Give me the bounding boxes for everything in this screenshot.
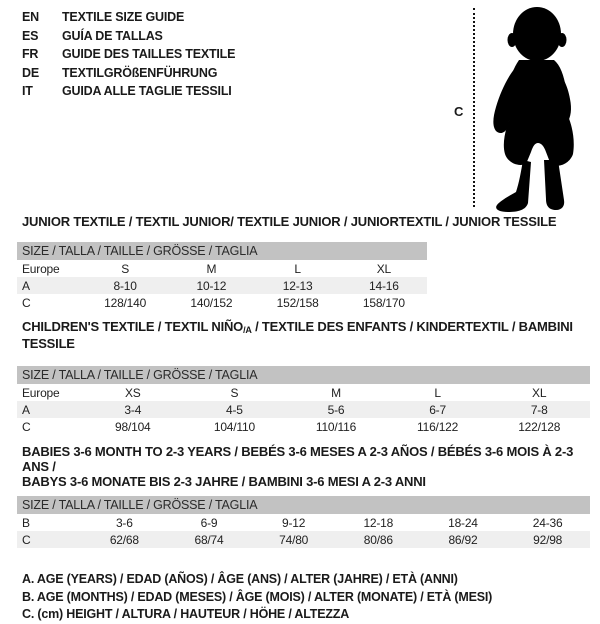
age-cell: 5-6 (327, 402, 345, 417)
age-cell: 24-36 (532, 515, 563, 530)
language-title: TEXTILE SIZE GUIDE (62, 10, 185, 24)
age-cell: 6-7 (429, 402, 446, 417)
size-cell: L (294, 261, 301, 276)
table-row (17, 294, 427, 311)
age-cell: 9-12 (282, 515, 306, 530)
language-code: ES (22, 28, 39, 43)
size-cell: XS (124, 385, 141, 400)
row-label: B (22, 515, 30, 530)
babies-section-title (22, 444, 600, 489)
junior-textile-section (17, 215, 600, 311)
age-cell: 12-18 (363, 515, 394, 530)
children-textile-section (17, 320, 600, 435)
table-row (17, 514, 590, 531)
language-title: GUIDA ALLE TAGLIE TESSILI (62, 84, 232, 98)
age-cell: 12-13 (282, 278, 313, 293)
language-row-en (22, 8, 235, 27)
age-cell: 18-24 (448, 515, 478, 530)
row-label: Europe (22, 261, 60, 276)
height-dimension-label: C (454, 104, 464, 119)
height-cell: 110/116 (315, 419, 357, 434)
note-age-months: B. AGE (MONTHS) / EDAD (MESES) / ÂGE (MOIS) / ALTER (MONATE) / ETÀ (MESI) (22, 589, 493, 604)
age-cell: 10-12 (196, 278, 227, 293)
junior-section-title: JUNIOR TEXTILE / TEXTIL JUNIOR/ TEXTILE JUNIOR / JUNIORTEXTIL / JUNIOR TESSILE (22, 214, 557, 229)
age-cell: 7-8 (530, 402, 548, 417)
language-title: TEXTILGRÖßENFÜHRUNG (62, 65, 218, 80)
height-cell: 68/74 (194, 532, 224, 547)
babies-title-line1: BABIES 3-6 MONTH TO 2-3 YEARS / BEBÉS 3-6 MESES A 2-3 AÑOS / BÉBÉS 3-6 MOIS À 2-3 ANS / (22, 444, 574, 474)
note-height-cm: C. (cm) HEIGHT / ALTURA / HAUTEUR / HÖHE / ALTEZZA (22, 607, 350, 621)
table-row (17, 260, 427, 277)
language-title: GUIDE DES TAILLES TEXTILE (62, 47, 236, 61)
height-cell: 80/86 (363, 532, 393, 547)
row-label: C (22, 295, 31, 310)
row-label: C (22, 419, 31, 434)
language-code: DE (22, 65, 39, 80)
height-cell: 122/128 (518, 419, 561, 434)
size-cell: L (434, 385, 441, 400)
babies-textile-section (17, 444, 600, 548)
height-cell: 158/170 (362, 295, 405, 310)
top-region (0, 0, 600, 213)
junior-size-table (17, 260, 427, 311)
height-measure-figure (438, 0, 600, 213)
height-cell: 152/158 (276, 295, 319, 310)
size-cell: M (331, 385, 341, 400)
height-cell: 104/110 (213, 419, 255, 434)
toddler-silhouette-icon (483, 4, 595, 214)
height-cell: 128/140 (104, 295, 147, 310)
size-cell: XL (532, 385, 547, 400)
legend-notes (22, 571, 600, 624)
language-code: IT (22, 84, 33, 98)
children-size-header-bar: SIZE / TALLA / TAILLE / GRÖSSE / TAGLIA (17, 366, 590, 384)
row-label: C (22, 532, 31, 547)
language-row-es (22, 27, 235, 46)
height-cell: 98/104 (115, 419, 151, 434)
language-row-de (22, 64, 235, 83)
note-age-years: A. AGE (YEARS) / EDAD (AÑOS) / ÂGE (ANS) / ALTER (JAHRE) / ETÀ (ANNI) (22, 572, 458, 586)
language-title-list (22, 8, 235, 101)
language-title: GUÍA DE TALLAS (62, 28, 163, 43)
junior-size-header-bar: SIZE / TALLA / TAILLE / GRÖSSE / TAGLIA (17, 242, 427, 260)
height-cell: 74/80 (279, 532, 309, 547)
size-cell: M (206, 261, 217, 276)
language-code: EN (22, 10, 39, 24)
height-cell: 62/68 (109, 532, 139, 547)
language-code: FR (22, 47, 39, 61)
age-cell: 3-6 (115, 515, 133, 530)
age-cell: 3-4 (124, 402, 142, 417)
height-cell: 86/92 (448, 532, 478, 547)
table-row (17, 401, 590, 418)
children-title-post: / TEXTILE DES ENFANTS / KINDERTEXTIL / BAMBINI TESSILE (22, 319, 573, 351)
children-title-sub: /A (243, 325, 252, 335)
children-title-pre: CHILDREN'S TEXTILE / TEXTIL NIÑO (22, 319, 244, 334)
height-cell: 116/122 (417, 419, 459, 434)
age-cell: 4-5 (226, 402, 243, 417)
table-row (17, 418, 590, 435)
language-row-fr (22, 45, 235, 64)
age-cell: 8-10 (113, 278, 137, 293)
table-row (17, 384, 590, 401)
table-row (17, 531, 590, 548)
row-label: A (22, 278, 30, 293)
age-cell: 14-16 (369, 278, 399, 293)
size-cell: S (230, 385, 239, 400)
height-cell: 140/152 (190, 295, 233, 310)
babies-size-table (17, 514, 590, 548)
dotted-measure-line (473, 8, 475, 207)
children-size-table (17, 384, 590, 435)
babies-title-line2: BABYS 3-6 MONATE BIS 2-3 JAHRE / BAMBINI 3-6 MESI A 2-3 ANNI (22, 474, 426, 489)
language-row-it (22, 82, 235, 101)
size-cell: XL (376, 261, 392, 276)
table-row (17, 277, 427, 294)
row-label: A (22, 402, 30, 417)
babies-size-header-bar: SIZE / TALLA / TAILLE / GRÖSSE / TAGLIA (17, 496, 590, 514)
children-section-title (22, 320, 600, 351)
row-label: Europe (22, 385, 60, 400)
height-cell: 92/98 (533, 532, 563, 547)
age-cell: 6-9 (200, 515, 218, 530)
size-cell: S (121, 261, 130, 276)
